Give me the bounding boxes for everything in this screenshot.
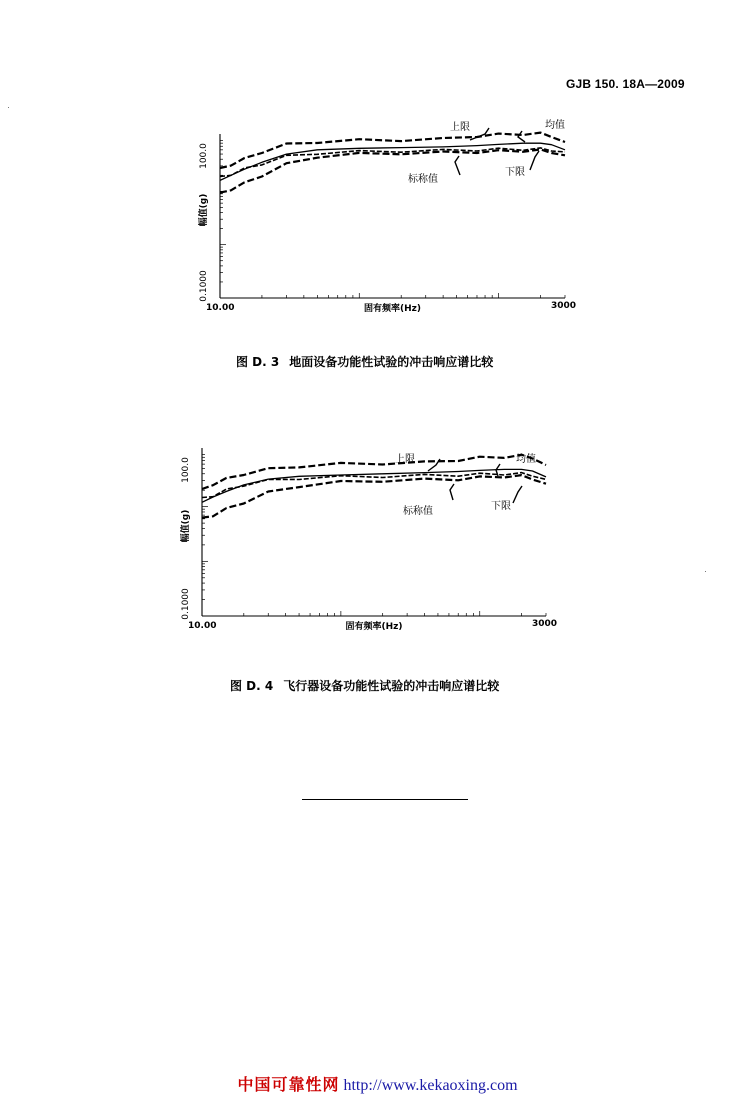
- chart-d3: [180, 110, 600, 325]
- y-tick-label-min: 0.1000: [199, 270, 209, 302]
- annotation-label: 上限: [450, 122, 470, 133]
- footer: [0, 1072, 755, 1095]
- annotation-label: 均值: [545, 120, 565, 131]
- x-tick-label-max: 3000: [532, 619, 558, 629]
- end-rule: [302, 799, 468, 800]
- y-tick-label-max: 100.0: [181, 457, 191, 483]
- y-tick-label-max: 100.0: [199, 143, 209, 169]
- annotation-leader: [455, 156, 460, 175]
- caption-number: 图 D. 4: [230, 679, 274, 693]
- footer-url[interactable]: http://www.kekaoxing.com: [343, 1077, 518, 1094]
- y-axis-label: 幅值(g): [199, 193, 209, 227]
- chart-d4: [168, 440, 588, 655]
- annotation-label: 标称值: [408, 174, 438, 185]
- figure-d4: [168, 440, 588, 659]
- annotation-leader: [518, 131, 525, 142]
- annotation-leader: [470, 128, 489, 140]
- caption-title: 地面设备功能性试验的冲击响应谱比较: [289, 355, 494, 369]
- series-line-0: [202, 455, 546, 489]
- annotation-leader: [530, 151, 539, 170]
- x-tick-label-min: 10.00: [206, 303, 235, 313]
- figure-d3: [180, 110, 600, 329]
- x-tick-label-min: 10.00: [188, 621, 217, 631]
- annotation-label: 上限: [395, 454, 415, 465]
- x-tick-label-max: 3000: [551, 301, 577, 311]
- scan-speck: [705, 571, 706, 572]
- caption-title: 飞行器设备功能性试验的冲击响应谱比较: [283, 679, 500, 693]
- series-line-2: [202, 473, 546, 498]
- annotation-label: 均值: [516, 454, 536, 465]
- figure-d3-caption: [236, 353, 493, 370]
- caption-number: 图 D. 3: [236, 355, 280, 369]
- x-axis-label: 固有频率(Hz): [364, 304, 421, 314]
- document-code: GJB 150. 18A—2009: [566, 77, 685, 91]
- annotation-label: 下限: [505, 167, 525, 178]
- footer-site-name: 中国可靠性网: [237, 1075, 340, 1094]
- figure-d4-caption: [230, 677, 499, 694]
- scan-speck: [8, 107, 9, 108]
- annotation-label: 下限: [491, 501, 511, 512]
- y-axis-label: 幅值(g): [181, 509, 191, 543]
- y-tick-label-min: 0.1000: [181, 588, 191, 620]
- annotation-leader: [513, 486, 522, 503]
- annotation-label: 标称值: [403, 506, 433, 517]
- x-axis-label: 固有频率(Hz): [345, 622, 403, 632]
- annotation-leader: [450, 484, 454, 500]
